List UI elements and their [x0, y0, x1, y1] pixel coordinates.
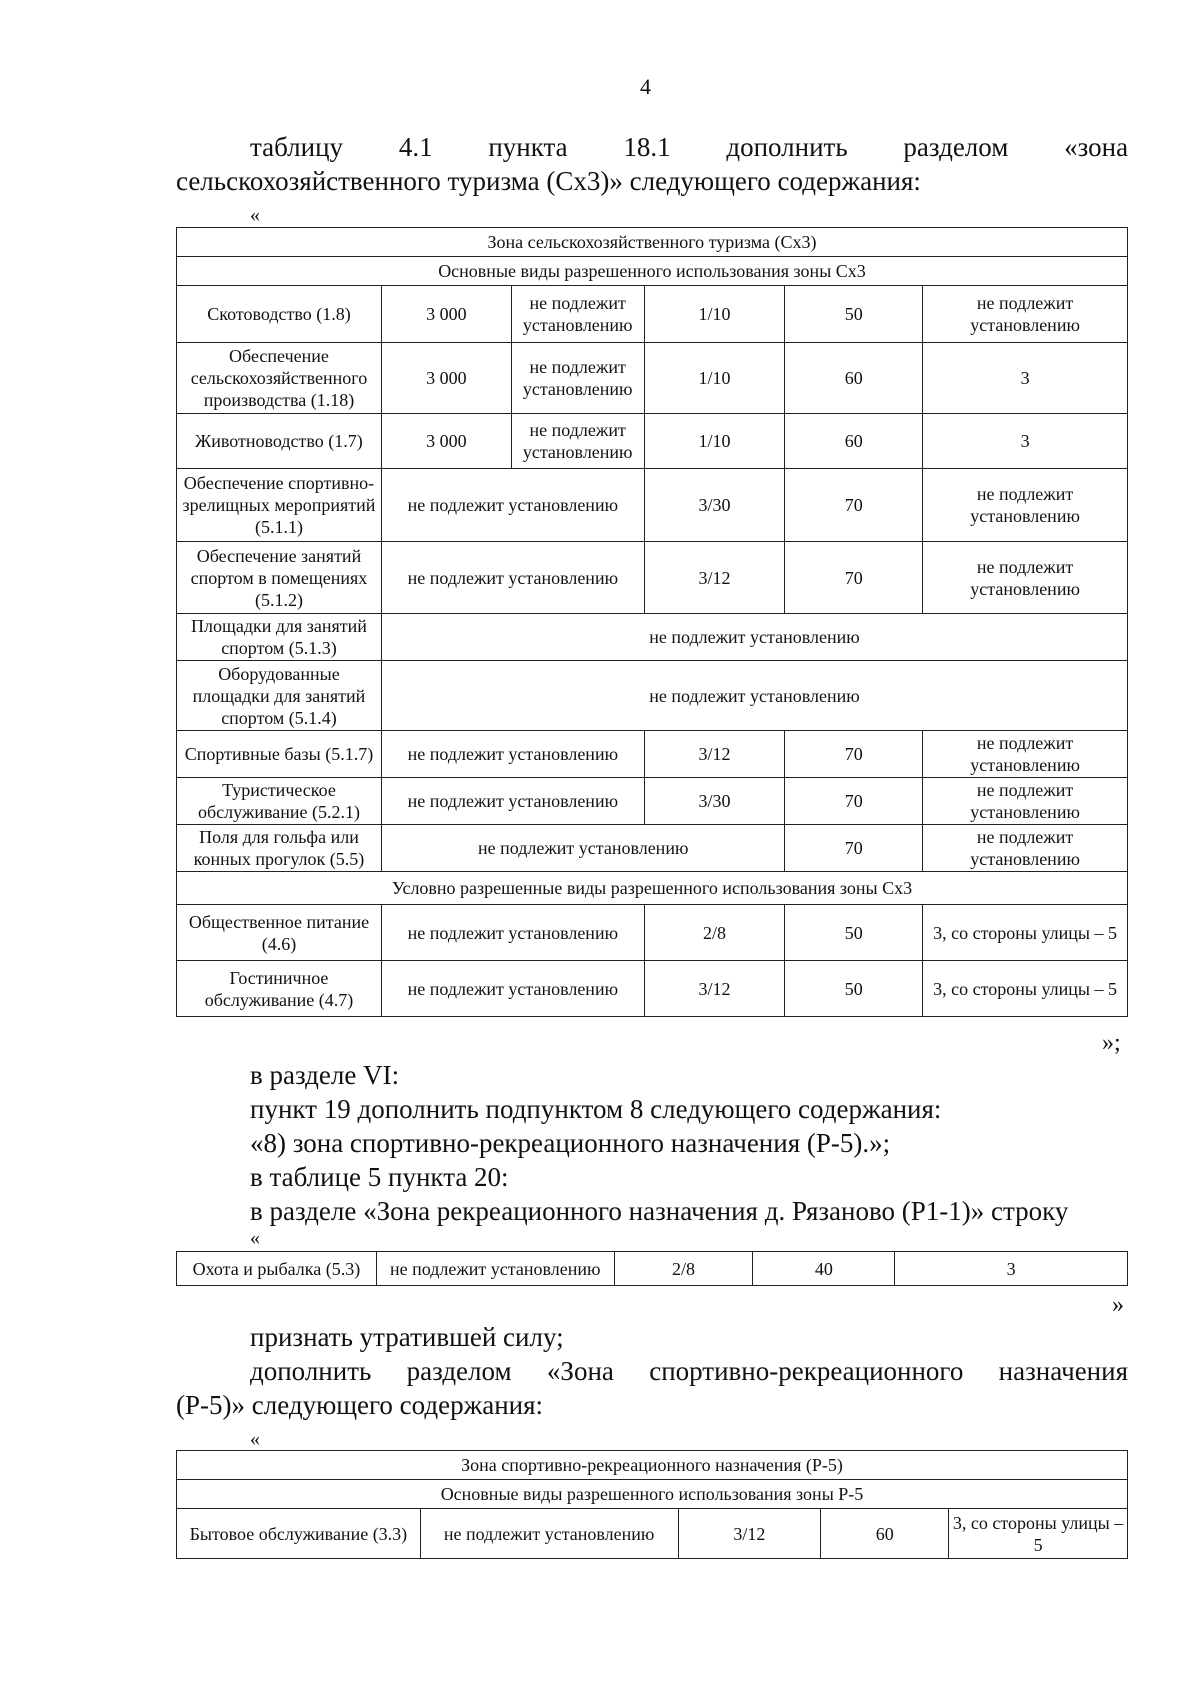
cell: 3 000 [381, 343, 511, 414]
cell: не подлежит установлению [381, 661, 1127, 731]
cell: 1/10 [644, 414, 785, 469]
cell: не подлежит установлению [511, 286, 644, 343]
table-row [177, 614, 1128, 661]
cell: не подлежит установлению [923, 778, 1128, 825]
cell: не подлежит установлению [381, 469, 644, 542]
row-name: Поля для гольфа или конных прогулок (5.5) [177, 825, 382, 872]
cell: 3, со стороны улицы – 5 [949, 1509, 1128, 1559]
cell: не подлежит установлению [923, 542, 1128, 614]
cell: 1/10 [644, 286, 785, 343]
cell: 40 [753, 1252, 895, 1286]
table-row [177, 469, 1128, 542]
row-name: Бытовое обслуживание (3.3) [177, 1509, 421, 1559]
cell: 3/30 [644, 469, 785, 542]
cell: 60 [785, 414, 923, 469]
after-line-2 [250, 1354, 1128, 1388]
after-word: разделом [406, 1356, 512, 1386]
cell: 3, со стороны улицы – 5 [923, 961, 1128, 1017]
intro-line-2: сельскохозяйственного туризма (Сх3)» следующего содержания: [176, 166, 921, 196]
cell: не подлежит установлению [381, 961, 644, 1017]
cell: 3/12 [644, 961, 785, 1017]
table-row [177, 661, 1128, 731]
cell: не подлежит установлению [381, 778, 644, 825]
cell: 2/8 [644, 905, 785, 961]
table-section-header: Основные виды разрешенного использования зоны Р-5 [177, 1480, 1128, 1509]
cell: не подлежит установлению [923, 825, 1128, 872]
after-word: назначения [998, 1356, 1129, 1386]
open-quote: « [250, 204, 260, 226]
cell: 3 000 [381, 286, 511, 343]
cell: 70 [785, 542, 923, 614]
table-row [177, 905, 1128, 961]
cell: не подлежит установлению [376, 1252, 614, 1286]
row-name: Животноводство (1.7) [177, 414, 382, 469]
table-row [177, 1509, 1128, 1559]
row-name: Обеспечение занятий спортом в помещениях (5.1.2) [177, 542, 382, 614]
cell: 70 [785, 778, 923, 825]
cell: 50 [785, 961, 923, 1017]
row-name: Скотоводство (1.8) [177, 286, 382, 343]
cell: 3/30 [644, 778, 785, 825]
cell: 2/8 [614, 1252, 753, 1286]
table-row [177, 1252, 1128, 1286]
row-name: Общественное питание (4.6) [177, 905, 382, 961]
cell: не подлежит установлению [381, 905, 644, 961]
table-section-header: Условно разрешенные виды разрешенного использования зоны Сх3 [177, 872, 1128, 905]
table-row [177, 343, 1128, 414]
table-row [177, 825, 1128, 872]
cell: не подлежит установлению [923, 731, 1128, 778]
row-name: Туристическое обслуживание (5.2.1) [177, 778, 382, 825]
cell: 3 [923, 414, 1128, 469]
open-quote: « [250, 1227, 260, 1249]
intro-word: 4.1 [398, 132, 433, 162]
close-quote-semicolon: »; [1102, 1030, 1121, 1056]
row-name: Охота и рыбалка (5.3) [177, 1252, 377, 1286]
cell: не подлежит установлению [511, 343, 644, 414]
row-name: Обеспечение спортивно-зрелищных мероприятий (5.1.1) [177, 469, 382, 542]
after-word: спортивно-рекреационного [649, 1356, 964, 1386]
intro-word: разделом [903, 132, 1009, 162]
intro-word: таблицу [250, 132, 344, 162]
table-title: Зона сельскохозяйственного туризма (Сх3) [177, 228, 1128, 257]
cell: 60 [785, 343, 923, 414]
cell: не подлежит установлению [511, 414, 644, 469]
cell: 60 [821, 1509, 949, 1559]
cell: 3, со стороны улицы – 5 [923, 905, 1128, 961]
open-quote: « [250, 1428, 260, 1450]
section-line-3: «8) зона спортивно-рекреационного назначения (Р-5).»; [250, 1128, 891, 1158]
section-line-2: пункт 19 дополнить подпунктом 8 следующего содержания: [250, 1094, 942, 1124]
table-row [177, 731, 1128, 778]
table-hunting-row [176, 1251, 1128, 1286]
table-row [177, 542, 1128, 614]
table-zone-agro-tourism [176, 227, 1128, 1017]
section-line-4: в таблице 5 пункта 20: [250, 1162, 509, 1192]
cell: не подлежит установлению [420, 1509, 678, 1559]
cell: 50 [785, 286, 923, 343]
cell: не подлежит установлению [923, 469, 1128, 542]
table-row [177, 286, 1128, 343]
cell: 70 [785, 731, 923, 778]
intro-word: дополнить [726, 132, 848, 162]
table-title: Зона спортивно-рекреационного назначения (Р-5) [177, 1451, 1128, 1480]
cell: 50 [785, 905, 923, 961]
cell: 1/10 [644, 343, 785, 414]
cell: 3/12 [644, 731, 785, 778]
intro-word: «зона [1064, 132, 1129, 162]
close-quote: » [1112, 1292, 1124, 1318]
after-word: «Зона [546, 1356, 614, 1386]
cell: не подлежит установлению [381, 542, 644, 614]
cell: не подлежит установлению [381, 825, 785, 872]
cell: 3/12 [678, 1509, 821, 1559]
after-line-3: (Р-5)» следующего содержания: [176, 1390, 544, 1420]
cell: не подлежит установлению [381, 614, 1127, 661]
row-name: Гостиничное обслуживание (4.7) [177, 961, 382, 1017]
row-name: Площадки для занятий спортом (5.1.3) [177, 614, 382, 661]
intro-line-1 [250, 130, 1128, 164]
cell: 3 [895, 1252, 1128, 1286]
table-zone-sport-recreation [176, 1450, 1128, 1559]
cell: 70 [785, 825, 923, 872]
table-row [177, 961, 1128, 1017]
row-name: Оборудованные площадки для занятий спортом (5.1.4) [177, 661, 382, 731]
section-line-1: в разделе VI: [250, 1060, 400, 1090]
page-number: 4 [640, 74, 651, 99]
after-word: дополнить [250, 1356, 372, 1386]
cell: 3 000 [381, 414, 511, 469]
table-section-header: Основные виды разрешенного использования зоны Сх3 [177, 257, 1128, 286]
after-line-1: признать утратившей силу; [250, 1322, 564, 1352]
section-line-5: в разделе «Зона рекреационного назначения д. Рязаново (Р1-1)» строку [250, 1196, 1069, 1226]
row-name: Спортивные базы (5.1.7) [177, 731, 382, 778]
row-name: Обеспечение сельскохозяйственного производства (1.18) [177, 343, 382, 414]
intro-word: пункта [488, 132, 568, 162]
cell: не подлежит установлению [381, 731, 644, 778]
intro-word: 18.1 [623, 132, 671, 162]
cell: не подлежит установлению [923, 286, 1128, 343]
cell: 3/12 [644, 542, 785, 614]
table-row [177, 778, 1128, 825]
table-row [177, 414, 1128, 469]
cell: 70 [785, 469, 923, 542]
cell: 3 [923, 343, 1128, 414]
